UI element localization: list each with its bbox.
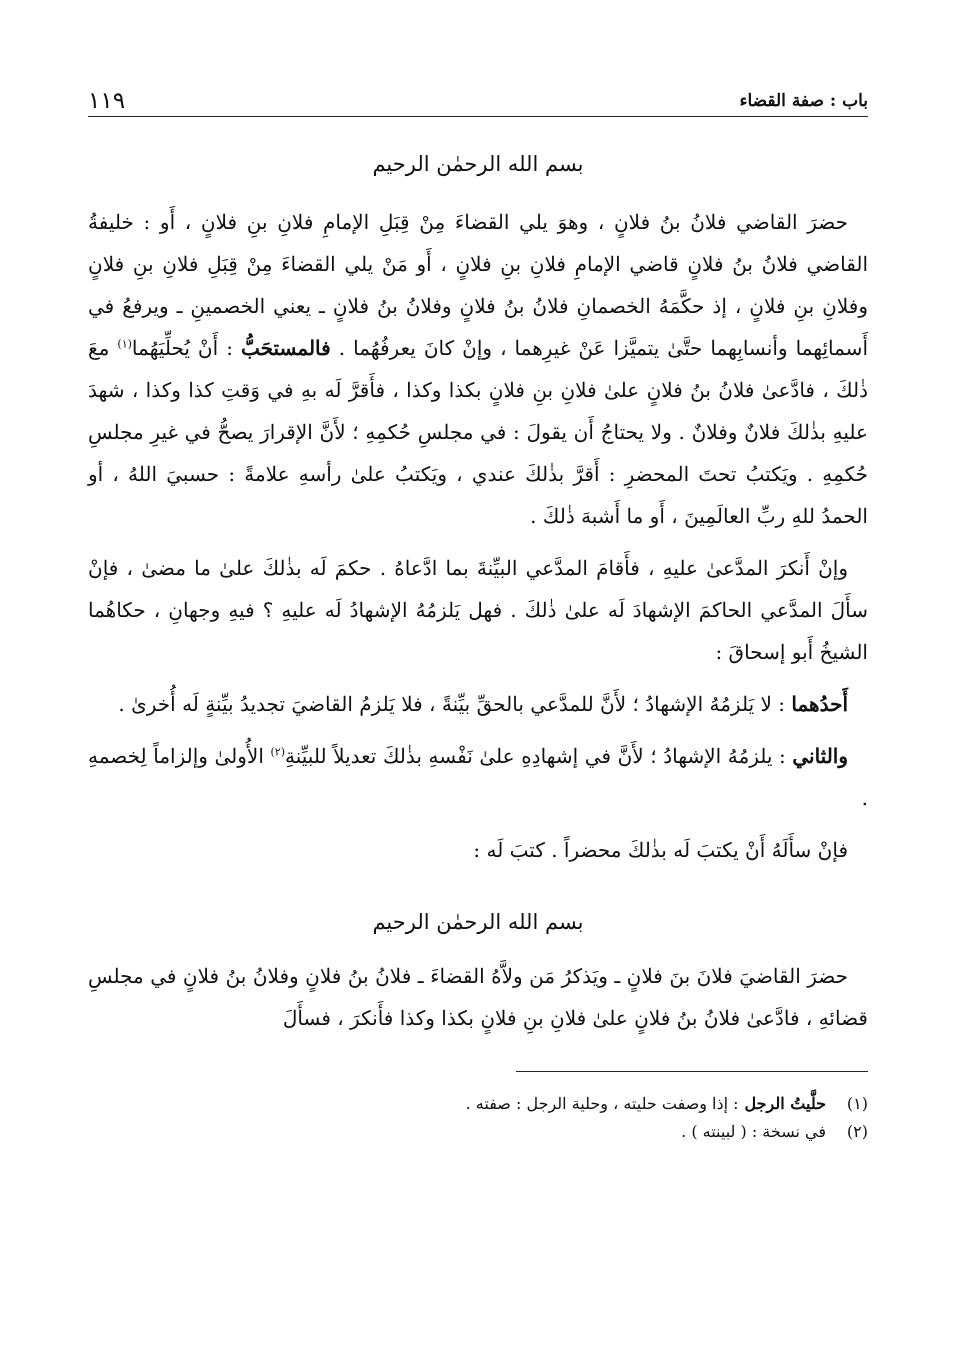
footnote-text: : إذا وصفت حليته ، وحلية الرجل : صفته . [465, 1094, 739, 1113]
footnote-marker: (١) [846, 1094, 868, 1113]
footnote-term: حلَّيتُ الرجل [744, 1094, 826, 1113]
footnote-ref-2[interactable]: (٢) [270, 745, 286, 759]
main-text [88, 143, 868, 1039]
paragraph-6 [88, 955, 868, 1039]
footnote-1 [88, 1090, 868, 1118]
paragraph-text: : يلزمُهُ الإشهادُ ؛ لأَنَّ في إشهادِهِ علىٰ نَفْسهِ بذٰلكَ تعديلاً للبيِّنةِ [285, 744, 793, 768]
paragraph-text: وإنْ أَنكرَ المدَّعىٰ عليهِ ، فأَقامَ المدَّعي البيِّنةَ بما ادَّعاهُ . حكمَ لَه بذٰلكَ علىٰ ما مضىٰ ، فإنْ سأَلَ المدَّعي الحاكمَ الإشهادَ لَه علىٰ ذٰلكَ . فهل يَلزمُهُ الإشهادُ لَه عليهِ ؟ فيهِ وجهانِ ، حكاهُما الشيخُ أَبو إسحاقَ : [88, 556, 868, 664]
book-page [88, 70, 868, 1146]
paragraph-text: : لا يَلزمُهُ الإشهادُ ؛ لأَنَّ للمدَّعي بالحقِّ بيِّنةً ، فلا يَلزمُ القاضيَ تجديدُ بيِّنةٍ لَه أُخرىٰ . [118, 692, 792, 716]
paragraph-3 [88, 683, 868, 725]
footnote-ref-1[interactable]: (١) [117, 337, 132, 351]
paragraph-text: حضرَ القاضي فلانُ بنُ فلانٍ ، وهوَ يلي القضاءَ مِنْ قِبَلِ الإمامِ فلانِ بنِ فلانٍ ، أَو : خليفةُ القاضي فلانُ بنُ فلانٍ قاضي الإمامِ فلانِ بنِ فلانٍ ، أَو مَنْ يلي القضاءَ مِنْ قِبَلِ فلانِ بنِ فلانٍ وفلانِ بنِ فلانٍ ، إذ حكَّمَهُ الخصمانِ فلانُ بنُ فلانٍ وفلانُ بنُ فلانٍ ـ يعني الخصمينِ ـ ويرفعُ في أَسمائِهما وأنسابِهما حتَّىٰ يتميَّزا عَنْ غيرِهما ، وإنْ كانَ يعرفُهُما . [88, 210, 868, 360]
paragraph-text: حضرَ القاضيَ فلانَ بنَ فلانٍ ـ ويَذكرُ مَن ولاَّهُ القضاءَ ـ فلانُ بنُ فلانٍ وفلانُ بنُ فلانٍ في مجلسِ قضائهِ ، فادَّعىٰ فلانُ بنُ فلانٍ علىٰ فلانِ بنِ فلانٍ بكذا وكذا فأَنكرَ ، فسأَلَ [88, 964, 868, 1030]
footnotes [88, 1090, 868, 1146]
page-number: ١١٩ [88, 88, 126, 114]
paragraph-1 [88, 201, 868, 537]
footnote-marker: (٢) [846, 1122, 868, 1141]
footnote-separator [516, 1071, 868, 1072]
basmala: بسم الله الرحمٰن الرحيم [372, 152, 584, 176]
lead-word: والثاني [792, 744, 849, 768]
paragraph-text: : أَنْ يُحلِّيَهُما [131, 336, 241, 360]
paragraph-text: فإنْ سأَلَهُ أَنْ يكتبَ لَه بذٰلكَ محضراً . كتبَ لَه : [473, 838, 848, 862]
lead-word: فالمستحَبُّ [240, 336, 331, 360]
running-head: باب : صفة القضاء [739, 91, 868, 111]
lead-word: أَحدُهما [791, 692, 848, 716]
footnote-2 [88, 1118, 868, 1146]
basmala-second: بسم الله الرحمٰن الرحيم [372, 910, 584, 934]
paragraph-2 [88, 547, 868, 673]
paragraph-4 [88, 735, 868, 819]
paragraph-text: معَ ذٰلكَ ، فادَّعىٰ فلانُ بنُ فلانٍ علىٰ فلانِ بنِ فلانٍ بكذا وكذا ، فأَقرَّ لَه بهِ في وَقتِ كذا وكذا ، شهدَ عليهِ بذٰلكَ فلانٌ وفلانٌ . ولا يحتاجُ أَن يقولَ : في مجلسِ حُكمِهِ ؛ لأَنَّ الإقرارَ يصحُّ في غيرِ مجلسِ حُكمِهِ . ويَكتبُ تحتَ المحضرِ : أَقرَّ بذٰلكَ عندي ، ويَكتبُ علىٰ رأسهِ علامةً : حسبيَ اللهُ ، أو الحمدُ للهِ ربِّ العالَمِينَ ، أَو ما أَشبهَ ذٰلكَ . [88, 336, 868, 528]
footnote-text: في نسخة : ( لبينته ) . [681, 1122, 826, 1141]
page-header [88, 70, 868, 117]
paragraph-text: الأُولىٰ وإلزاماً لِخصمهِ . [88, 744, 868, 810]
paragraph-5 [88, 829, 868, 871]
